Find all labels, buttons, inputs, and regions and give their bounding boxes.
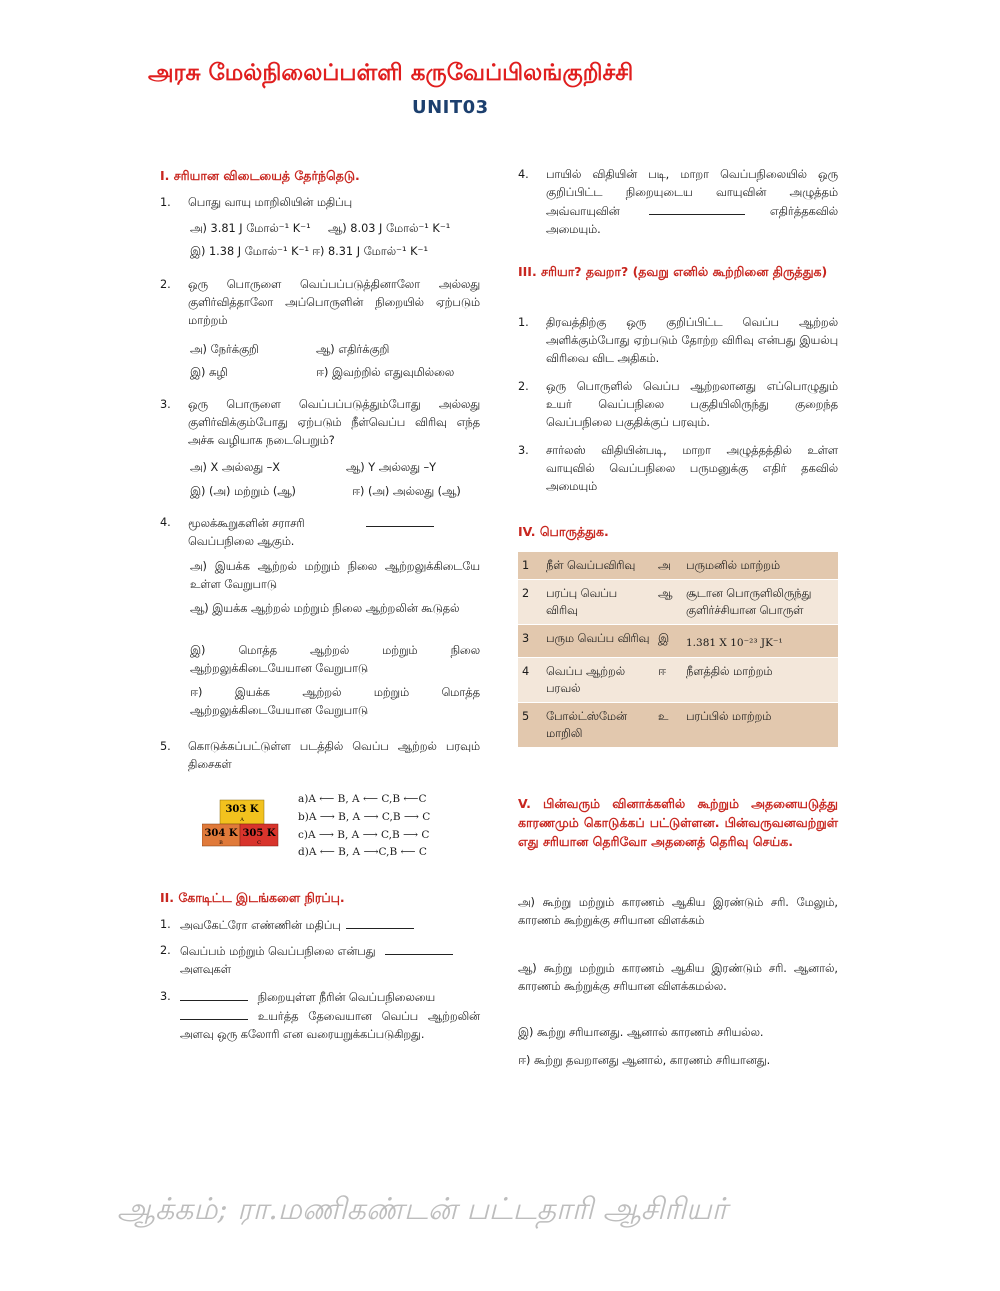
fill-blank[interactable]	[649, 202, 745, 215]
q4-option-b[interactable]: ஆ) இயக்க ஆற்றல் மற்றும் நிலை ஆற்றலின் கூடுதல்	[190, 602, 460, 615]
question-number: 5.	[160, 740, 171, 753]
option-text: இ) கூற்று சரியானது. ஆனால் காரணம் சரியல்ல.	[518, 1026, 764, 1039]
fill-blank[interactable]	[346, 916, 414, 929]
question-3	[160, 396, 480, 450]
question-text: பொது வாயு மாறிலியின் மதிப்பு	[188, 196, 352, 209]
block-a-label: A	[240, 817, 244, 823]
section2-title: II. கோடிட்ட இடங்களை நிரப்பு.	[160, 890, 345, 905]
question-text-part: உயர்த்த தேவையான வெப்ப ஆற்றலின் அளவு ஒரு கலோரி என வரையறுக்கப்படுகிறது.	[180, 1010, 481, 1041]
match-number: 5	[518, 703, 542, 748]
question-5	[160, 738, 480, 774]
q4-option-a[interactable]: அ) இயக்க ஆற்றல் மற்றும் நிலை ஆற்றலுக்கிடையே உள்ள வேறுபாடு	[190, 560, 480, 591]
match-number: 1	[518, 552, 542, 580]
question-number: 2.	[518, 380, 529, 393]
q5-option-b[interactable]: b)A ⟶ B, A ⟶ C,B ⟶ C	[298, 811, 431, 823]
option-text: ஈ) கூற்று தவறானது ஆனால், காரணம் சரியானது.	[518, 1054, 771, 1067]
assertion-option-d[interactable]	[518, 1052, 838, 1070]
question-text-part: எதிர்த்தகவில் அமையும்.	[546, 205, 839, 236]
match-row	[518, 625, 838, 658]
match-number: 4	[518, 658, 542, 703]
q3-option-c[interactable]: இ) (அ) மற்றும் (ஆ)	[190, 485, 296, 498]
question-2	[160, 276, 480, 330]
q5-option-d[interactable]: d)A ⟵ B, A ⟶C,B ⟵ C	[298, 846, 427, 858]
question-number: 4.	[160, 516, 171, 529]
match-left[interactable]: போல்ட்ஸ்மேன் மாறிலி	[542, 703, 654, 748]
question-text-part: பாயில் விதியின் படி, மாறா வெப்பநிலையில் ஒரு குறிப்பிட்ட நிறையுடைய வாயுவின் அழுத்தம் அவ்வாயுவின்	[546, 168, 838, 218]
block-c-label: C	[257, 840, 261, 846]
question-number: 1.	[160, 196, 171, 209]
block-c-temp: 305 K	[242, 828, 276, 839]
question-1	[160, 194, 480, 212]
q1-option-d[interactable]: ஈ) 8.31 J மோல்⁻¹ K⁻¹	[312, 245, 429, 258]
fill-question-2	[160, 942, 480, 979]
q2-option-d[interactable]: ஈ) இவற்றில் எதுவுமில்லை	[316, 366, 455, 379]
question-number: 1.	[160, 918, 171, 931]
question-text: அவகேட்ரோ எண்ணின் மதிப்பு	[180, 919, 341, 932]
match-right[interactable]: நீளத்தில் மாற்றம்	[682, 658, 838, 703]
question-text: ஒரு பொருளை வெப்பப்படுத்தும்போது அல்லது குளிர்விக்கும்போது ஏற்படும் நீள்வெப்ப விரிவு எந்த அச்சு வழியாக நடைபெறும்?	[188, 398, 480, 447]
option-text: ஆ) கூற்று மற்றும் காரணம் ஆகிய இரண்டும் சரி. ஆனால், காரணம் கூற்றுக்கு சரியான விளக்கமல்ல.	[518, 962, 838, 993]
block-b-temp: 304 K	[204, 828, 238, 839]
unit-title: UNIT03	[412, 97, 489, 118]
question-number: 2.	[160, 278, 171, 291]
option-text: அ) கூற்று மற்றும் காரணம் ஆகிய இரண்டும் சரி. மேலும், காரணம் கூற்றுக்கு சரியான விளக்கம்	[518, 896, 838, 927]
q4-option-c[interactable]: இ) மொத்த ஆற்றல் மற்றும் நிலை ஆற்றலுக்கிடையேயான வேறுபாடு	[190, 644, 480, 675]
question-number: 3.	[160, 990, 171, 1003]
match-row	[518, 552, 838, 580]
question-text	[188, 514, 480, 551]
q2-option-a[interactable]: அ) நேர்க்குறி	[190, 343, 259, 356]
fill-blank[interactable]	[180, 1007, 248, 1020]
match-left[interactable]: பரும வெப்ப விரிவு	[542, 625, 654, 658]
fill-question-3	[160, 988, 480, 1044]
question-text: ஒரு பொருளை வெப்பப்படுத்தினாலோ அல்லது குளிர்வித்தாலோ அப்பொருளின் நிறையில் ஏற்படும் மாற்றம்	[188, 278, 480, 327]
q4-option-d[interactable]: ஈ) இயக்க ஆற்றல் மற்றும் மொத்த ஆற்றலுக்கிடையேயான வேறுபாடு	[190, 686, 480, 717]
assertion-option-b[interactable]	[518, 960, 838, 996]
section4-title: IV. பொருத்துக.	[518, 524, 609, 539]
match-right[interactable]: 1.381 X 10⁻²³ JK⁻¹	[682, 625, 838, 658]
assertion-option-a[interactable]	[518, 894, 838, 930]
question-text: கொடுக்கப்பட்டுள்ள படத்தில் வெப்ப ஆற்றல் பரவும் திசைகள்	[188, 740, 480, 771]
match-number: 2	[518, 580, 542, 625]
question-text: ஒரு பொருளில் வெப்ப ஆற்றலானது எப்பொழுதும் உயர் வெப்பநிலை பகுதியிலிருந்து குறைந்த வெப்பநிலை பகுதிக்குப் பரவும்.	[546, 380, 838, 429]
match-left[interactable]: நீள் வெப்பவிரிவு	[542, 552, 654, 580]
match-row	[518, 580, 838, 625]
q1-option-a[interactable]: அ) 3.81 J மோல்⁻¹ K⁻¹	[190, 222, 311, 235]
match-key: அ	[654, 552, 682, 580]
fill-blank[interactable]	[180, 988, 248, 1001]
question-number: 2.	[160, 944, 171, 957]
q3-option-b[interactable]: ஆ) Y அல்லது –Y	[346, 461, 437, 474]
match-number: 3	[518, 625, 542, 658]
question-number: 3.	[518, 444, 529, 457]
author-credit: ஆக்கம்; ரா.மணிகண்டன் பட்டதாரி ஆசிரியர்	[117, 1192, 728, 1227]
fill-blank[interactable]	[366, 514, 434, 527]
question-4	[160, 514, 480, 551]
block-b-label: B	[219, 840, 223, 846]
match-row	[518, 703, 838, 748]
fill-question-4	[518, 166, 838, 239]
match-left[interactable]: வெப்ப ஆற்றல் பரவல்	[542, 658, 654, 703]
q1-option-c[interactable]: இ) 1.38 J மோல்⁻¹ K⁻¹	[190, 245, 310, 258]
match-table	[518, 552, 838, 748]
match-key: ஈ	[654, 658, 682, 703]
question-text-part: அளவுகள்	[180, 963, 231, 976]
match-key: இ	[654, 625, 682, 658]
true-false-item-3	[518, 442, 838, 496]
block-a-temp: 303 K	[225, 804, 259, 815]
assertion-option-c[interactable]	[518, 1024, 838, 1042]
q2-option-c[interactable]: இ) சுழி	[190, 366, 228, 379]
temperature-blocks-diagram	[202, 798, 282, 848]
fill-blank[interactable]	[385, 942, 453, 955]
match-right[interactable]: பருமனில் மாற்றம்	[682, 552, 838, 580]
q5-option-c[interactable]: c)A ⟶ B, A ⟶ C,B ⟶ C	[298, 829, 430, 841]
question-number: 4.	[518, 168, 529, 181]
section3-title: III. சரியா? தவறா? (தவறு எனில் கூற்றினை திருத்துக)	[518, 264, 828, 279]
fill-question-1	[160, 916, 480, 935]
match-right[interactable]: சூடான பொருளிலிருந்து குளிர்ச்சியான பொருள்	[682, 580, 838, 625]
q5-option-a[interactable]: a)A ⟵ B, A ⟵ C,B ⟵C	[298, 793, 427, 805]
q1-option-b[interactable]: ஆ) 8.03 J மோல்⁻¹ K⁻¹	[328, 222, 451, 235]
question-text-part: வெப்பநிலை ஆகும்.	[188, 535, 295, 548]
true-false-item-1	[518, 314, 838, 368]
match-row	[518, 658, 838, 703]
q3-option-a[interactable]: அ) X அல்லது –X	[190, 461, 280, 474]
section1-title: I. சரியான விடையைத் தேர்ந்தெடு.	[160, 168, 360, 183]
question-text-part: நிறையுள்ள நீரின் வெப்பநிலையை	[257, 991, 436, 1004]
school-name: அரசு மேல்நிலைப்பள்ளி கருவேப்பிலங்குறிச்சி	[148, 60, 634, 86]
question-text-part: மூலக்கூறுகளின் சராசரி	[188, 517, 305, 530]
true-false-item-2	[518, 378, 838, 432]
q3-option-d[interactable]: ஈ) (அ) அல்லது (ஆ)	[352, 485, 461, 498]
question-text: வெப்பம் மற்றும் வெப்பநிலை என்பது	[180, 945, 376, 958]
match-right[interactable]: பரப்பில் மாற்றம்	[682, 703, 838, 748]
section5-title: V. பின்வரும் வினாக்களில் கூற்றும் அதனையடுத்து காரணமும் கொடுக்கப் பட்டுள்ளன. பின்வருவனவற்றுள் எது சரியான தெரிவோ அதனைத் தெரிவு செய்க.	[518, 796, 838, 849]
match-left[interactable]: பரப்பு வெப்ப விரிவு	[542, 580, 654, 625]
question-text: திரவத்திற்கு ஒரு குறிப்பிட்ட வெப்ப ஆற்றல் அளிக்கும்போது ஏற்படும் தோற்ற விரிவு என்பது இயல்பு விரிவை விட அதிகம்.	[546, 316, 838, 365]
match-key: ஆ	[654, 580, 682, 625]
match-key: உ	[654, 703, 682, 748]
question-text: சார்லஸ் விதியின்படி, மாறா அழுத்தத்தில் உள்ள வாயுவில் வெப்பநிலை பருமனுக்கு எதிர் தகவில் அமையும்	[546, 444, 838, 493]
question-number: 3.	[160, 398, 171, 411]
question-number: 1.	[518, 316, 529, 329]
q2-option-b[interactable]: ஆ) எதிர்க்குறி	[316, 343, 390, 356]
